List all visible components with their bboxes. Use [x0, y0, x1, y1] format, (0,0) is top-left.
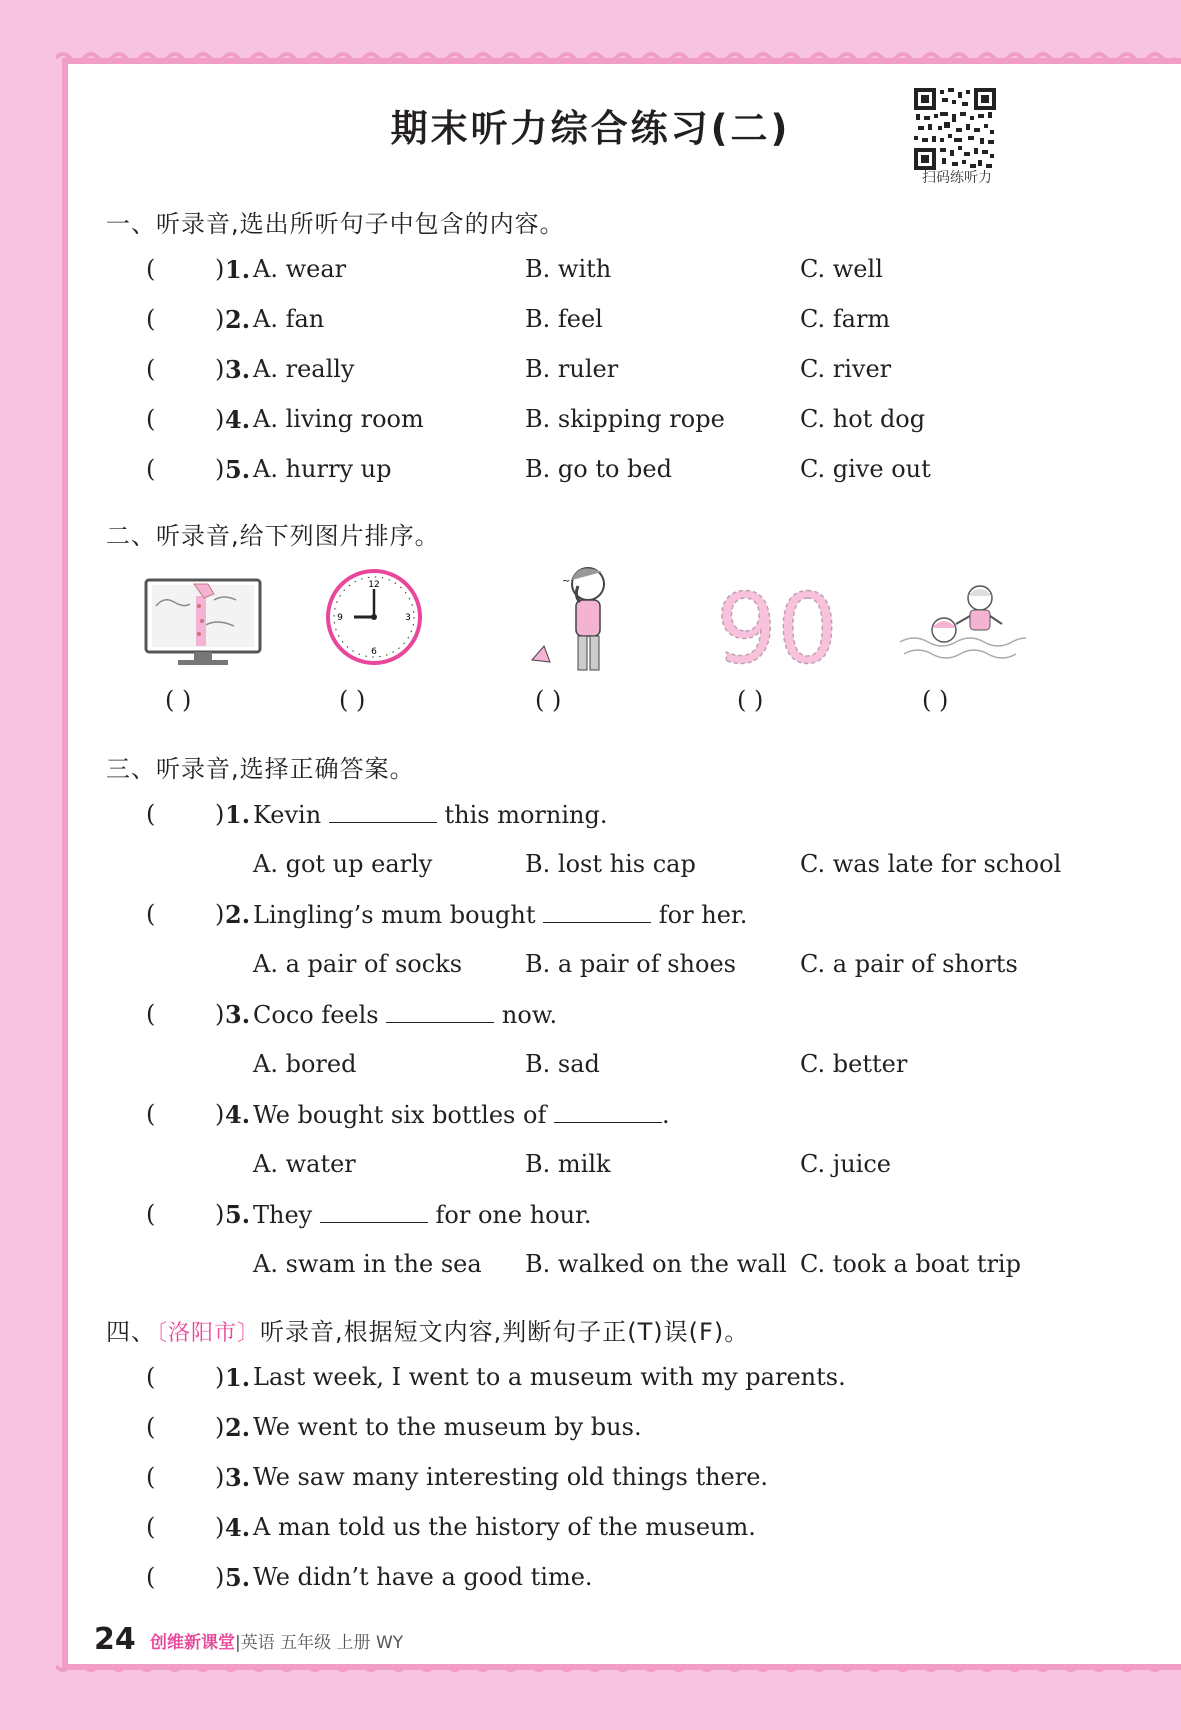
option-c: C. farm — [800, 305, 891, 333]
answer-paren-close: ) — [215, 405, 225, 433]
answer-paren-open[interactable]: ( — [146, 1513, 156, 1541]
svg-text:9: 9 — [337, 613, 343, 623]
answer-paren-open[interactable]: ( — [146, 1100, 156, 1128]
answer-paren-close: ) — [215, 1463, 225, 1491]
option-a: A. really — [253, 355, 355, 383]
svg-text:12: 12 — [368, 580, 380, 590]
picture-4-answer[interactable]: ( ) — [737, 686, 764, 714]
section2-heading: 二、听录音,给下列图片排序。 — [106, 522, 440, 550]
answer-paren-close: ) — [215, 1563, 225, 1591]
answer-blank[interactable] — [386, 1000, 494, 1023]
statement-text: Last week, I went to a museum with my parents. — [253, 1363, 846, 1391]
s3-question-5 — [0, 1200, 1181, 1234]
option-c: C. took a boat trip — [800, 1250, 1021, 1278]
s1-question-4 — [0, 405, 1181, 439]
s4-question-3 — [0, 1463, 1181, 1497]
statement-text: We didn’t have a good time. — [253, 1563, 593, 1591]
question-number: 3. — [225, 355, 251, 384]
page-number: 24 — [94, 1622, 136, 1657]
option-c: C. river — [800, 355, 892, 383]
option-c: C. juice — [800, 1150, 891, 1178]
question-stem — [253, 1100, 670, 1129]
option-a: A. water — [253, 1150, 356, 1178]
answer-blank[interactable] — [543, 900, 651, 923]
option-b: B. go to bed — [525, 455, 672, 483]
option-b: B. a pair of shoes — [525, 950, 736, 978]
question-number: 5. — [225, 455, 251, 484]
answer-paren-close: ) — [215, 900, 225, 928]
svg-text:6: 6 — [371, 647, 377, 657]
option-a: A. got up early — [253, 850, 433, 878]
option-c: C. give out — [800, 455, 931, 483]
svg-text:~: ~ — [562, 576, 571, 587]
s3-options-2 — [0, 950, 1181, 984]
boy-coughing-icon — [526, 562, 622, 680]
question-number: 1. — [225, 800, 251, 829]
number-ninety-icon — [712, 588, 842, 670]
statement-text: We went to the museum by bus. — [253, 1413, 642, 1441]
question-stem — [253, 1200, 592, 1229]
option-a: A. a pair of socks — [253, 950, 463, 978]
question-number: 5. — [225, 1563, 251, 1592]
s1-question-3 — [0, 355, 1181, 389]
option-a: A. fan — [253, 305, 325, 333]
picture-1-answer[interactable]: ( ) — [165, 686, 192, 714]
picture-5-answer[interactable]: ( ) — [922, 686, 949, 714]
clock-icon — [324, 566, 424, 668]
stem-pre: Coco feels — [253, 1001, 379, 1029]
s1-question-5 — [0, 455, 1181, 489]
option-b: B. with — [525, 255, 612, 283]
answer-paren-close: ) — [215, 1100, 225, 1128]
answer-paren-open[interactable]: ( — [146, 255, 156, 283]
statement-text: We saw many interesting old things there. — [253, 1463, 769, 1491]
answer-paren-open[interactable]: ( — [146, 1200, 156, 1228]
answer-paren-open[interactable]: ( — [146, 405, 156, 433]
answer-paren-close: ) — [215, 305, 225, 333]
answer-paren-open[interactable]: ( — [146, 1563, 156, 1591]
question-number: 5. — [225, 1200, 251, 1229]
question-number: 3. — [225, 1463, 251, 1492]
section1-heading: 一、听录音,选出所听句子中包含的内容。 — [106, 210, 565, 238]
option-b: B. feel — [525, 305, 603, 333]
option-b: B. milk — [525, 1150, 611, 1178]
question-number: 4. — [225, 405, 251, 434]
answer-paren-open[interactable]: ( — [146, 1413, 156, 1441]
s3-options-1 — [0, 850, 1181, 884]
option-a: A. swam in the sea — [253, 1250, 482, 1278]
answer-paren-open[interactable]: ( — [146, 355, 156, 383]
question-stem — [253, 1000, 557, 1029]
question-stem — [253, 900, 747, 929]
stem-pre: Kevin — [253, 801, 322, 829]
statement-text: A man told us the history of the museum. — [253, 1513, 756, 1541]
s1-question-1 — [0, 255, 1181, 289]
answer-blank[interactable] — [554, 1100, 662, 1123]
picture-3-answer[interactable]: ( ) — [535, 686, 562, 714]
footer-info — [150, 1628, 403, 1653]
answer-paren-close: ) — [215, 355, 225, 383]
question-stem — [253, 800, 607, 829]
option-b: B. lost his cap — [525, 850, 696, 878]
option-a: A. bored — [253, 1050, 357, 1078]
answer-paren-close: ) — [215, 800, 225, 828]
s4-question-5 — [0, 1563, 1181, 1597]
stem-post: . — [661, 1101, 670, 1129]
stem-pre: They — [253, 1201, 313, 1229]
option-a: A. wear — [253, 255, 347, 283]
s3-options-3 — [0, 1050, 1181, 1084]
option-c: C. better — [800, 1050, 908, 1078]
option-c: C. hot dog — [800, 405, 926, 433]
stem-post: for one hour. — [435, 1201, 592, 1229]
s3-options-4 — [0, 1150, 1181, 1184]
s3-question-1 — [0, 800, 1181, 834]
answer-paren-close: ) — [215, 1363, 225, 1391]
option-b: B. ruler — [525, 355, 619, 383]
section4-heading-text: 听录音,根据短文内容,判断句子正(T)误(F)。 — [260, 1318, 750, 1346]
stem-post: for her. — [658, 901, 748, 929]
svg-text:3: 3 — [405, 613, 411, 623]
qr-caption: 扫码练听力 — [922, 170, 992, 186]
question-number: 3. — [225, 1000, 251, 1029]
answer-paren-close: ) — [215, 455, 225, 483]
footer-details: |英语 五年级 上册 WY — [235, 1633, 404, 1653]
s3-question-3 — [0, 1000, 1181, 1034]
ninety-number-text: 90 — [715, 588, 839, 670]
option-a: A. living room — [253, 405, 424, 433]
answer-paren-open[interactable]: ( — [146, 305, 156, 333]
page-title: 期末听力综合练习(二) — [390, 107, 791, 150]
footer-brand: 创维新课堂 — [150, 1633, 235, 1653]
option-a: A. hurry up — [253, 455, 392, 483]
option-b: B. skipping rope — [525, 405, 725, 433]
answer-paren-open[interactable]: ( — [146, 1463, 156, 1491]
section4-prefix: 四、 — [106, 1318, 156, 1346]
s4-question-1 — [0, 1363, 1181, 1397]
section3-heading: 三、听录音,选择正确答案。 — [106, 755, 415, 783]
s3-question-4 — [0, 1100, 1181, 1134]
qr-code-icon[interactable] — [914, 88, 996, 170]
answer-paren-close: ) — [215, 1200, 225, 1228]
answer-paren-close: ) — [215, 1413, 225, 1441]
stem-pre: We bought six bottles of — [253, 1101, 547, 1129]
region-tag: 〔洛阳市〕 — [156, 1321, 261, 1346]
option-b: B. walked on the wall — [525, 1250, 787, 1278]
question-number: 2. — [225, 1413, 251, 1442]
question-number: 2. — [225, 900, 251, 929]
answer-paren-open[interactable]: ( — [146, 1000, 156, 1028]
tv-giraffe-icon — [144, 566, 264, 671]
question-number: 4. — [225, 1100, 251, 1129]
option-b: B. sad — [525, 1050, 600, 1078]
answer-paren-close: ) — [215, 255, 225, 283]
stem-post: this morning. — [444, 801, 608, 829]
question-number: 1. — [225, 255, 251, 284]
s3-options-5 — [0, 1250, 1181, 1284]
option-c: C. was late for school — [800, 850, 1062, 878]
s4-question-4 — [0, 1513, 1181, 1547]
option-c: C. well — [800, 255, 883, 283]
answer-paren-open[interactable]: ( — [146, 800, 156, 828]
picture-2-answer[interactable]: ( ) — [339, 686, 366, 714]
answer-paren-open[interactable]: ( — [146, 900, 156, 928]
stem-pre: Lingling’s mum bought — [253, 901, 536, 929]
s3-question-2 — [0, 900, 1181, 934]
answer-paren-open[interactable]: ( — [146, 1363, 156, 1391]
stem-post: now. — [501, 1001, 558, 1029]
question-number: 1. — [225, 1363, 251, 1392]
answer-blank[interactable] — [320, 1200, 428, 1223]
kids-swimming-icon — [896, 580, 1026, 670]
s4-question-2 — [0, 1413, 1181, 1447]
section4-heading — [106, 1312, 749, 1347]
s1-question-2 — [0, 305, 1181, 339]
question-number: 4. — [225, 1513, 251, 1542]
answer-paren-close: ) — [215, 1000, 225, 1028]
answer-paren-close: ) — [215, 1513, 225, 1541]
option-c: C. a pair of shorts — [800, 950, 1018, 978]
answer-paren-open[interactable]: ( — [146, 455, 156, 483]
answer-blank[interactable] — [329, 800, 437, 823]
question-number: 2. — [225, 305, 251, 334]
